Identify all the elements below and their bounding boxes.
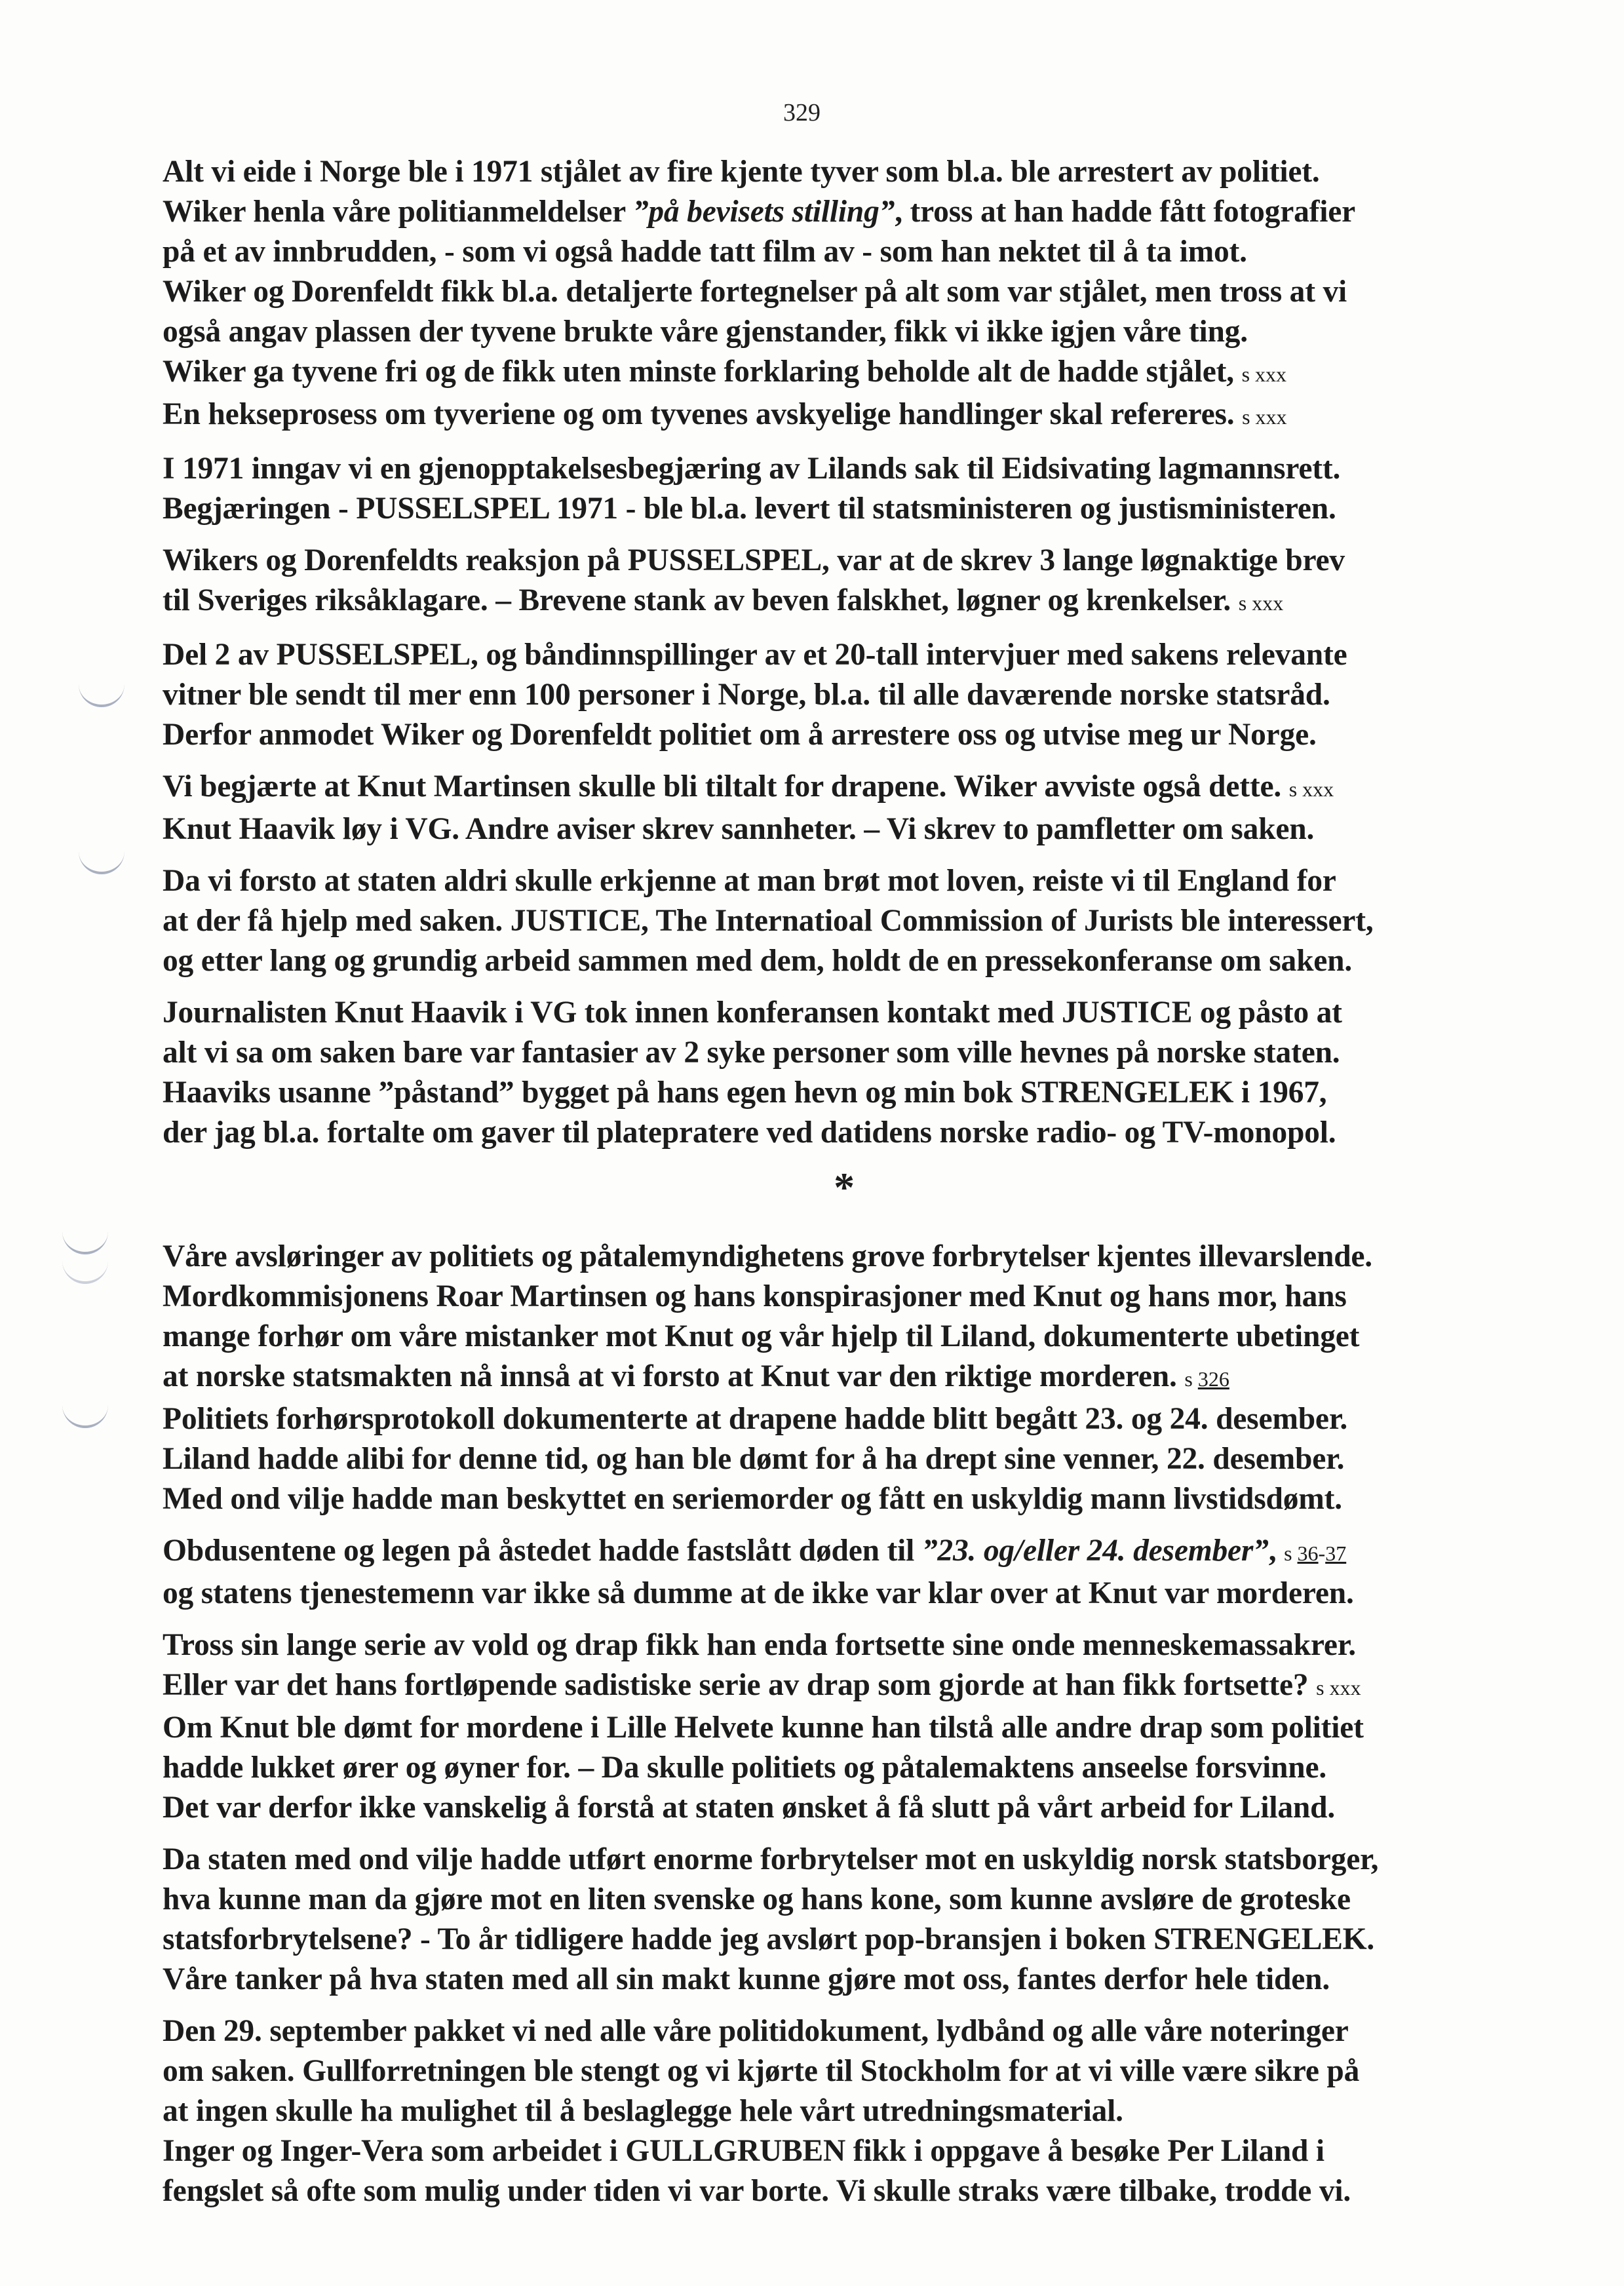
text-segment: Eller var det hans fortløpende sadistiske serie av drap som gjorde at han fikk fortsette? bbox=[163, 1668, 1317, 1702]
text-line bbox=[163, 1033, 1499, 1073]
page-reference: s bbox=[1284, 1541, 1298, 1565]
text-line bbox=[163, 352, 1499, 395]
text-line bbox=[163, 2011, 1499, 2051]
page-reference: 36 bbox=[1297, 1541, 1319, 1565]
text-segment: at norske statsmakten nå innså at vi forsto at Knut var den riktige morderen. bbox=[163, 1359, 1185, 1393]
text-line bbox=[163, 993, 1499, 1033]
text-line bbox=[163, 861, 1499, 901]
paragraph bbox=[163, 993, 1499, 1153]
text-segment: Den 29. september pakket vi ned alle våre politidokument, lydbånd og alle våre noteringer bbox=[163, 2014, 1349, 2048]
text-segment: at ingen skulle ha mulighet til å beslaglegge hele vårt utredningsmaterial. bbox=[163, 2094, 1123, 2128]
text-line bbox=[163, 1665, 1499, 1708]
punch-hole-mark bbox=[79, 845, 125, 874]
text-line bbox=[163, 1317, 1499, 1357]
text-line bbox=[163, 1113, 1499, 1153]
text-segment: fengslet så ofte som mulig under tiden vi var borte. Vi skulle straks være tilbake, trodde vi. bbox=[163, 2174, 1351, 2208]
text-segment: Politiets forhørsprotokoll dokumenterte at drapene hadde blitt begått 23. og 24. desember. bbox=[163, 1402, 1348, 1436]
text-line bbox=[163, 449, 1499, 489]
text-segment: Våre avsløringer av politiets og påtalemyndighetens grove forbrytelser kjentes illevarslende. bbox=[163, 1239, 1372, 1273]
text-segment: Obdusentene og legen på åstedet hadde fastslått døden til bbox=[163, 1534, 922, 1568]
page-reference: s xxx bbox=[1242, 405, 1287, 429]
page-reference: s xxx bbox=[1238, 591, 1284, 615]
text-segment: Med ond vilje hadde man beskyttet en seriemorder og fått en uskyldig mann livstidsdømt. bbox=[163, 1482, 1342, 1516]
text-segment: også angav plassen der tyvene brukte våre gjenstander, fikk vi ikke igjen våre ting. bbox=[163, 315, 1248, 349]
text-segment: Wikers og Dorenfeldts reaksjon på PUSSELSPEL, var at de skrev 3 lange løgnaktige brev bbox=[163, 543, 1345, 577]
paragraph bbox=[163, 541, 1499, 623]
text-line bbox=[163, 1439, 1499, 1479]
text-line bbox=[163, 1277, 1499, 1317]
text-segment: alt vi sa om saken bare var fantasier av 2 syke personer som ville hevnes på norske staten. bbox=[163, 1036, 1340, 1070]
punch-hole-mark bbox=[79, 678, 125, 707]
text-segment: til Sveriges riksåklagare. – Brevene stank av beven falskhet, løgner og krenkelser. bbox=[163, 583, 1239, 617]
text-segment: Del 2 av PUSSELSPEL, og båndinnspillinger av et 20-tall intervjuer med sakens relevante bbox=[163, 638, 1347, 672]
paragraph bbox=[163, 1625, 1499, 1828]
text-line bbox=[163, 1073, 1499, 1113]
text-line bbox=[163, 635, 1499, 675]
paragraph bbox=[163, 767, 1499, 849]
text-line bbox=[163, 1840, 1499, 1880]
text-segment: Liland hadde alibi for denne tid, og han ble dømt for å ha drept sine venner, 22. desember. bbox=[163, 1442, 1345, 1476]
document-body bbox=[163, 152, 1499, 2223]
text-segment: Våre tanker på hva staten med all sin makt kunne gjøre mot oss, fantes derfor hele tiden. bbox=[163, 1962, 1330, 1996]
text-segment: vitner ble sendt til mer enn 100 personer i Norge, bl.a. til alle daværende norske statsråd. bbox=[163, 678, 1330, 712]
text-segment: Alt vi eide i Norge ble i 1971 stjålet av fire kjente tyver som bl.a. ble arrestert av politiet. bbox=[163, 155, 1320, 189]
page-reference: - bbox=[1318, 1541, 1326, 1565]
text-line bbox=[163, 1574, 1499, 1614]
text-segment: Wiker henla våre politianmeldelser bbox=[163, 195, 633, 229]
page-reference: s xxx bbox=[1288, 777, 1334, 801]
text-line bbox=[163, 1531, 1499, 1574]
text-line bbox=[163, 1920, 1499, 1960]
text-line bbox=[163, 1357, 1499, 1399]
text-segment: , bbox=[1268, 1534, 1285, 1568]
text-line bbox=[163, 1788, 1499, 1828]
paragraph bbox=[163, 2011, 1499, 2211]
text-line bbox=[163, 1880, 1499, 1920]
text-segment: at der få hjelp med saken. JUSTICE, The Internatioal Commission of Jurists ble interessert, bbox=[163, 904, 1374, 938]
text-line bbox=[163, 2171, 1499, 2211]
text-line bbox=[163, 395, 1499, 437]
text-line bbox=[163, 675, 1499, 715]
page-reference: s xxx bbox=[1241, 362, 1287, 386]
text-line bbox=[163, 715, 1499, 755]
text-segment: om saken. Gullforretningen ble stengt og vi kjørte til Stockholm for at vi ville være sikre på bbox=[163, 2054, 1360, 2088]
text-line bbox=[163, 767, 1499, 809]
paragraph bbox=[163, 1399, 1499, 1519]
text-line bbox=[163, 941, 1499, 981]
text-line bbox=[163, 1479, 1499, 1519]
page-reference: s xxx bbox=[1316, 1676, 1361, 1699]
punch-hole-mark bbox=[62, 1255, 108, 1284]
punch-hole-mark bbox=[62, 1226, 108, 1254]
text-segment: hva kunne man da gjøre mot en liten svenske og hans kone, som kunne avsløre de groteske bbox=[163, 1882, 1351, 1916]
text-line bbox=[163, 1399, 1499, 1439]
page-number: 329 bbox=[783, 99, 821, 126]
text-segment: Begjæringen - PUSSELSPEL 1971 - ble bl.a. levert til statsministeren og justisministeren. bbox=[163, 492, 1336, 526]
text-line bbox=[163, 541, 1499, 581]
text-line bbox=[163, 901, 1499, 941]
text-segment: Tross sin lange serie av vold og drap fikk han enda fortsette sine onde menneskemassakrer. bbox=[163, 1628, 1356, 1662]
text-line bbox=[163, 581, 1499, 623]
page-reference: s bbox=[1184, 1367, 1198, 1391]
text-segment: Vi begjærte at Knut Martinsen skulle bli tiltalt for drapene. Wiker avviste også dette. bbox=[163, 769, 1289, 804]
text-segment: Inger og Inger-Vera som arbeidet i GULLGRUBEN fikk i oppgave å besøke Per Liland i bbox=[163, 2134, 1324, 2168]
text-segment: Det var derfor ikke vanskelig å forstå at staten ønsket å få slutt på vårt arbeid for Liland. bbox=[163, 1791, 1335, 1825]
text-line bbox=[163, 2051, 1499, 2091]
text-line bbox=[163, 312, 1499, 352]
text-line bbox=[163, 1748, 1499, 1788]
page-reference: 37 bbox=[1325, 1541, 1347, 1565]
text-segment: Da staten med ond vilje hadde utført enorme forbrytelser mot en uskyldig norsk statsborger, bbox=[163, 1842, 1379, 1876]
text-line bbox=[163, 809, 1499, 849]
text-segment: Journalisten Knut Haavik i VG tok innen konferansen kontakt med JUSTICE og påsto at bbox=[163, 996, 1342, 1030]
text-line bbox=[163, 1237, 1499, 1277]
text-segment: hadde lukket ører og øyner for. – Da skulle politiets og påtalemaktens anseelse forsvinne. bbox=[163, 1751, 1327, 1785]
text-segment: på et av innbrudden, - som vi også hadde tatt film av - som han nektet til å ta imot. bbox=[163, 235, 1247, 269]
text-line bbox=[163, 272, 1499, 312]
text-segment: Wiker ga tyvene fri og de fikk uten minste forklaring beholde alt de hadde stjålet, bbox=[163, 355, 1242, 389]
text-line bbox=[163, 232, 1499, 272]
punch-hole-mark bbox=[62, 1399, 108, 1428]
paragraph bbox=[163, 152, 1499, 437]
text-segment: der jag bl.a. fortalte om gaver til platepratere ved datidens norske radio- og TV-monopol. bbox=[163, 1115, 1336, 1150]
text-segment: Mordkommisjonens Roar Martinsen og hans konspirasjoner med Knut og hans mor, hans bbox=[163, 1279, 1347, 1313]
text-segment: I 1971 inngav vi en gjenopptakelsesbegjæring av Lilands sak til Eidsivating lagmannsrett. bbox=[163, 452, 1341, 486]
text-line bbox=[163, 1625, 1499, 1665]
text-segment: Wiker og Dorenfeldt fikk bl.a. detaljerte fortegnelser på alt som var stjålet, men tross at vi bbox=[163, 275, 1347, 309]
paragraph bbox=[163, 1237, 1499, 1399]
quoted-phrase: ”på bevisets stilling” bbox=[632, 195, 895, 229]
text-line bbox=[163, 489, 1499, 529]
text-segment: og statens tjenestemenn var ikke så dumme at de ikke var klar over at Knut var morderen. bbox=[163, 1576, 1354, 1610]
text-line bbox=[163, 2091, 1499, 2131]
text-line bbox=[163, 1960, 1499, 2000]
text-segment: En hekseprosess om tyveriene og om tyvenes avskyelige handlinger skal refereres. bbox=[163, 397, 1243, 431]
quoted-phrase: ”23. og/eller 24. desember” bbox=[921, 1534, 1269, 1568]
page-reference: 326 bbox=[1197, 1367, 1229, 1391]
paragraph bbox=[163, 1840, 1499, 2000]
text-segment: mange forhør om våre mistanker mot Knut og vår hjelp til Liland, dokumenterte ubetinget bbox=[163, 1319, 1360, 1353]
text-segment: Da vi forsto at staten aldri skulle erkjenne at man brøt mot loven, reiste vi til England for bbox=[163, 864, 1336, 898]
text-segment: Om Knut ble dømt for mordene i Lille Helvete kunne han tilstå alle andre drap som politiet bbox=[163, 1711, 1364, 1745]
text-line bbox=[163, 152, 1499, 192]
paragraph bbox=[163, 1531, 1499, 1614]
text-segment: , tross at han hadde fått fotografier bbox=[895, 195, 1356, 229]
text-line bbox=[163, 2131, 1499, 2171]
paragraph bbox=[163, 861, 1499, 981]
text-line bbox=[163, 1708, 1499, 1748]
paragraph bbox=[163, 449, 1499, 529]
section-separator: * bbox=[834, 1164, 855, 1211]
text-segment: og etter lang og grundig arbeid sammen med dem, holdt de en pressekonferanse om saken. bbox=[163, 944, 1353, 978]
text-segment: Knut Haavik løy i VG. Andre aviser skrev sannheter. – Vi skrev to pamfletter om saken. bbox=[163, 812, 1315, 846]
text-segment: Derfor anmodet Wiker og Dorenfeldt politiet om å arrestere oss og utvise meg ur Norge. bbox=[163, 718, 1317, 752]
text-line bbox=[163, 192, 1499, 232]
paragraph bbox=[163, 635, 1499, 755]
text-segment: statsforbrytelsene? - To år tidligere hadde jeg avslørt pop-bransjen i boken STRENGELEK. bbox=[163, 1922, 1375, 1956]
text-segment: Haaviks usanne ”påstand” bygget på hans egen hevn og min bok STRENGELEK i 1967, bbox=[163, 1075, 1327, 1110]
